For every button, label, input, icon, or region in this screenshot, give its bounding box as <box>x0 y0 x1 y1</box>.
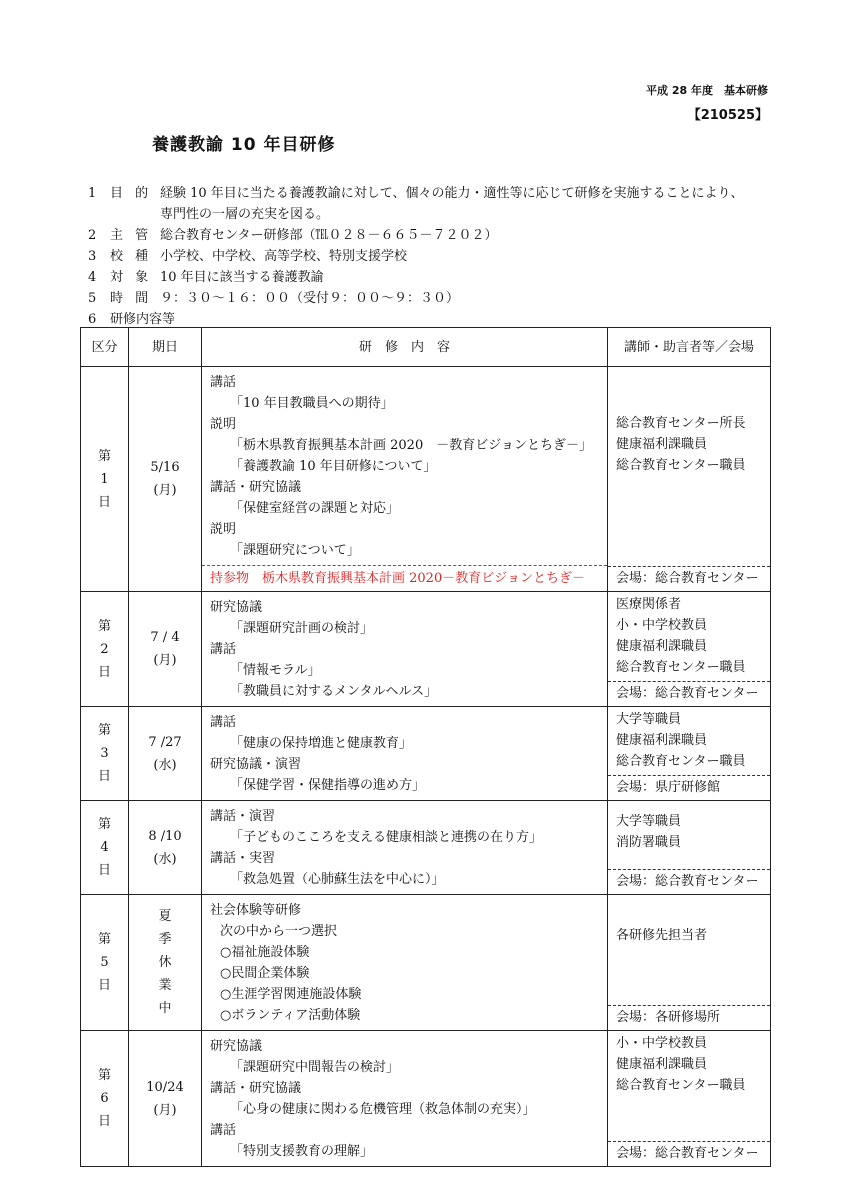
staff-name: 健康福利課職員 <box>616 639 708 654</box>
date-part: (水) <box>153 851 177 867</box>
content-line: 「心身の健康に関わる危機管理（救急体制の充実）」 <box>230 1102 536 1117</box>
table-row <box>81 592 771 707</box>
staff-name: 総合教育センター所長 <box>616 416 746 431</box>
content-line: 「保健学習・保健指導の進め方」 <box>230 778 426 793</box>
content-list <box>202 592 607 706</box>
item-text-line: 総合教育センター研修部（℡０２８－６６５－７２０２） <box>160 228 498 243</box>
content-line: 「栃木県教育振興基本計画 2020 －教育ビジョンとちぎ－」 <box>230 438 592 453</box>
day-label <box>98 615 111 684</box>
day-char: 日 <box>97 978 111 993</box>
day-char: 1 <box>100 471 109 487</box>
content-list <box>202 707 607 800</box>
staff-list <box>608 801 770 855</box>
table-header-row <box>81 328 771 367</box>
content-line: 講話・演習 <box>210 809 276 824</box>
content-line: 研究協議 <box>210 600 263 615</box>
course-code: 【210525】 <box>687 108 768 123</box>
staff-list <box>608 895 770 948</box>
table-row <box>81 801 771 895</box>
venue-label: 会場：総合教育センター <box>608 869 770 894</box>
venue-label: 会場：総合教育センター <box>608 1141 770 1166</box>
day-char: 日 <box>97 863 111 878</box>
content-line: 講話 <box>210 1123 237 1138</box>
date-part: 7 / 4 <box>150 630 180 645</box>
header-right <box>646 82 768 123</box>
overview-item <box>88 288 778 309</box>
date-part: (月) <box>153 483 177 498</box>
staff-column <box>608 367 770 591</box>
item-number: 5 <box>88 291 97 306</box>
day-cell <box>81 367 129 592</box>
venue-label: 会場：総合教育センター <box>608 566 770 591</box>
item-label: 対 象 <box>110 270 153 285</box>
item-text <box>160 246 778 267</box>
content-line: 「情報モラル」 <box>230 663 321 678</box>
day-label <box>98 1064 111 1133</box>
staff-list <box>608 707 770 774</box>
content-line: 講話・研究協議 <box>210 1081 302 1096</box>
content-line: 説明 <box>210 417 237 432</box>
item-text-continuation: 専門性の一層の充実を図る。 <box>160 207 330 222</box>
day-cell <box>81 592 129 707</box>
content-cell <box>202 707 608 801</box>
item-label: 目 的 <box>110 186 153 201</box>
staff-name: 健康福利課職員 <box>616 437 708 452</box>
staff-cell <box>608 707 771 801</box>
item-text-line: 経験 10 年目に当たる養護教諭に対して、個々の能力・適性等に応じて研修を実施することにより、 <box>160 186 744 201</box>
day-char: 日 <box>97 1114 111 1129</box>
staff-list <box>608 592 770 680</box>
spacer <box>608 1098 770 1141</box>
date-label <box>150 456 179 502</box>
day-char: 第 <box>97 1068 111 1083</box>
staff-name: 消防署職員 <box>616 835 682 850</box>
staff-cell <box>608 592 771 707</box>
staff-name: 総合教育センター職員 <box>616 458 746 473</box>
header-kubun: 区分 <box>81 328 129 367</box>
carry-items: 持参物 栃木県教育振興基本計画 2020－教育ビジョンとちぎ－ <box>202 565 607 591</box>
content-line: 「教職員に対するメンタルヘルス」 <box>230 684 438 699</box>
item-text <box>160 225 778 246</box>
content-line: ○福祉施設体験 <box>220 945 310 960</box>
staff-column <box>608 707 770 800</box>
content-cell <box>202 1031 608 1167</box>
day-cell <box>81 801 129 895</box>
content-line: 「10 年目教職員への期待」 <box>230 396 394 411</box>
staff-name: 総合教育センター職員 <box>616 660 746 675</box>
date-cell <box>129 895 202 1031</box>
day-char: 第 <box>97 723 111 738</box>
day-label <box>98 445 111 514</box>
date-part: 休 <box>158 955 172 970</box>
table-row <box>81 895 771 1031</box>
content-line: 社会体験等研修 <box>210 903 302 918</box>
venue-label: 会場：県庁研修館 <box>608 775 770 800</box>
content-cell <box>202 592 608 707</box>
overview-item <box>88 246 778 267</box>
staff-cell <box>608 367 771 592</box>
item-text <box>160 267 778 288</box>
header-date: 期日 <box>129 328 202 367</box>
staff-column <box>608 592 770 706</box>
overview-item <box>88 183 778 225</box>
content-line: 次の中から一つ選択 <box>220 924 338 939</box>
day-char: 第 <box>97 817 111 832</box>
content-line: 講話・研究協議 <box>210 480 302 495</box>
staff-name: 大学等職員 <box>616 712 682 727</box>
schedule-table <box>80 327 771 1167</box>
day-char: 6 <box>100 1091 109 1106</box>
item-text-line: ９：３０～１６：００（受付９：００～９：３０） <box>160 291 460 306</box>
item-number: 1 <box>88 186 97 201</box>
date-part: 5/16 <box>150 460 180 475</box>
staff-column <box>608 895 770 1030</box>
content-list <box>202 801 607 894</box>
day-char: 2 <box>100 641 109 657</box>
day-char: 第 <box>97 932 111 947</box>
content-cell <box>202 801 608 895</box>
content-line: 「保健室経営の課題と対応」 <box>230 501 400 516</box>
item-number: 2 <box>88 228 97 243</box>
date-cell <box>129 801 202 895</box>
item-label: 主 管 <box>110 228 153 243</box>
content-cell <box>202 895 608 1031</box>
day-cell <box>81 895 129 1031</box>
day-cell <box>81 707 129 801</box>
spacer <box>608 855 770 869</box>
item-number: 4 <box>88 270 97 285</box>
staff-name: 小・中学校教員 <box>616 1036 708 1051</box>
day-char: 3 <box>100 746 109 761</box>
item-label: 研修内容等 <box>110 312 176 327</box>
staff-column <box>608 1031 770 1166</box>
date-part: 業 <box>158 978 172 993</box>
content-line: 研究協議 <box>210 1039 263 1054</box>
spacer <box>608 948 770 1005</box>
overview-items <box>88 183 778 330</box>
table-row <box>81 707 771 801</box>
staff-cell <box>608 1031 771 1167</box>
day-char: 日 <box>97 769 111 784</box>
day-char: 日 <box>97 664 111 680</box>
item-number: 3 <box>88 249 97 264</box>
venue-label: 会場：各研修場所 <box>608 1005 770 1030</box>
day-char: 第 <box>97 448 111 464</box>
day-char: 5 <box>100 955 109 970</box>
spacer <box>608 478 770 566</box>
item-label: 時 間 <box>110 291 153 306</box>
table-row <box>81 367 771 592</box>
date-cell <box>129 367 202 592</box>
staff-list <box>608 1031 770 1098</box>
content-line: 「養護教諭 10 年目研修について」 <box>230 459 437 474</box>
staff-name: 健康福利課職員 <box>616 1057 708 1072</box>
date-label <box>158 905 171 1020</box>
staff-list <box>608 367 770 478</box>
item-text <box>160 183 778 225</box>
staff-name: 健康福利課職員 <box>616 733 708 748</box>
content-line: 「救急処置（心肺蘇生法を中心に）」 <box>230 872 445 887</box>
item-number: 6 <box>88 312 97 327</box>
staff-name: 医療関係者 <box>616 597 682 612</box>
page-title: 養護教諭 10 年目研修 <box>152 135 336 155</box>
date-part: 7 /27 <box>148 734 182 750</box>
table-row <box>81 1031 771 1167</box>
date-part: (水) <box>153 757 177 773</box>
content-line: 「健康の保持増進と健康教育」 <box>230 736 413 751</box>
content-line: 研究協議・演習 <box>210 757 302 772</box>
content-list <box>202 895 607 1030</box>
content-line: ○生涯学習関連施設体験 <box>220 987 362 1002</box>
overview-item <box>88 225 778 246</box>
content-line: 講話・実習 <box>210 851 276 866</box>
header-content: 研 修 内 容 <box>202 328 608 367</box>
item-text <box>160 288 778 309</box>
content-line: 「子どものこころを支える健康相談と連携の在り方」 <box>230 830 543 845</box>
staff-column <box>608 801 770 894</box>
date-label <box>148 731 181 777</box>
staff-name: 小・中学校教員 <box>616 618 708 633</box>
content-line: 講話 <box>210 642 237 657</box>
day-cell <box>81 1031 129 1167</box>
content-line: 「特別支援教育の理解」 <box>230 1144 374 1159</box>
content-line: 「課題研究計画の検討」 <box>230 621 374 636</box>
date-label <box>150 626 179 672</box>
day-label <box>98 813 111 882</box>
staff-name: 各研修先担当者 <box>616 928 708 943</box>
content-line: ○ボランティア活動体験 <box>220 1008 361 1023</box>
day-label <box>98 719 111 788</box>
date-part: 10/24 <box>146 1079 184 1095</box>
date-cell <box>129 592 202 707</box>
date-label <box>146 1076 183 1122</box>
day-char: 4 <box>100 840 109 855</box>
item-text-line: 10 年目に該当する養護教諭 <box>160 270 324 285</box>
content-list <box>202 1031 607 1166</box>
content-line: 「課題研究について」 <box>230 543 360 558</box>
staff-cell <box>608 895 771 1031</box>
content-line: 「課題研究中間報告の検討」 <box>230 1060 400 1075</box>
overview-item <box>88 267 778 288</box>
staff-cell <box>608 801 771 895</box>
item-label: 校 種 <box>110 249 153 264</box>
fiscal-year-label: 平成 28 年度 基本研修 <box>646 84 768 97</box>
item-text-line: 小学校、中学校、高等学校、特別支援学校 <box>160 249 408 264</box>
content-list <box>202 367 607 565</box>
content-line: 講話 <box>210 715 237 730</box>
date-part: 季 <box>158 932 172 947</box>
day-char: 日 <box>97 494 111 510</box>
date-part: 夏 <box>158 909 172 924</box>
date-part: 8 /10 <box>148 828 182 844</box>
date-cell <box>129 1031 202 1167</box>
header-staff: 講師・助言者等／会場 <box>608 328 771 367</box>
content-line: 講話 <box>210 375 237 390</box>
day-char: 第 <box>97 618 111 634</box>
staff-name: 大学等職員 <box>616 814 682 829</box>
date-part: (月) <box>153 653 177 668</box>
date-part: 中 <box>158 1001 172 1016</box>
date-part: (月) <box>153 1102 177 1118</box>
date-label <box>148 825 181 871</box>
content-line: ○民間企業体験 <box>220 966 310 981</box>
day-label <box>98 928 111 997</box>
staff-name: 総合教育センター職員 <box>616 754 746 769</box>
staff-name: 総合教育センター職員 <box>616 1078 746 1093</box>
content-cell <box>202 367 608 592</box>
content-line: 説明 <box>210 522 237 537</box>
date-cell <box>129 707 202 801</box>
venue-label: 会場：総合教育センター <box>608 681 770 706</box>
